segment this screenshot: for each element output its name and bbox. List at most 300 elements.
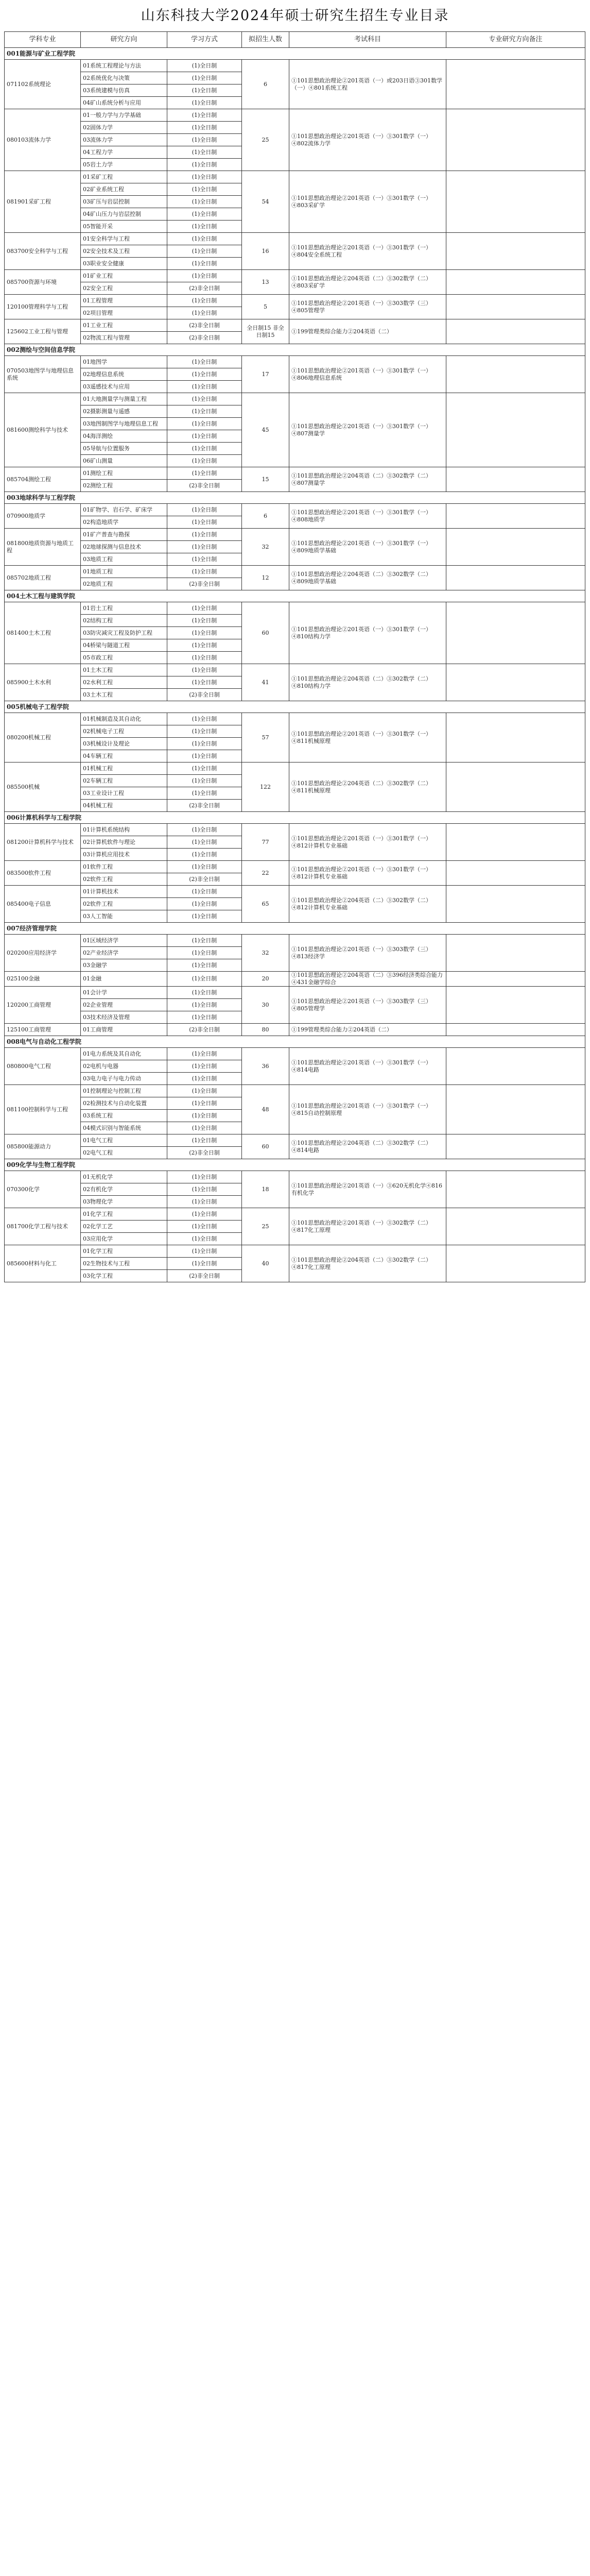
study-mode-cell: (1)全日制 — [167, 196, 242, 208]
direction-cell: 02项目管理 — [81, 307, 167, 319]
direction-cell: 05智能开采 — [81, 221, 167, 233]
study-mode-cell: (1)全日制 — [167, 959, 242, 972]
note-cell — [446, 935, 585, 972]
note-cell — [446, 1048, 585, 1085]
subjects-cell: ①101思想政治理论②204英语（二）③396经济类综合能力④431金融学综合 — [289, 972, 446, 987]
study-mode-cell: (1)全日制 — [167, 1011, 242, 1024]
study-mode-cell: (1)全日制 — [167, 750, 242, 762]
study-mode-cell: (1)全日制 — [167, 676, 242, 689]
study-mode-cell: (1)全日制 — [167, 1097, 242, 1110]
study-mode-cell: (1)全日制 — [167, 516, 242, 529]
major-cell: 085500机械 — [5, 762, 81, 812]
major-cell: 081100控制科学与工程 — [5, 1085, 81, 1134]
direction-cell: 03物理化学 — [81, 1196, 167, 1208]
note-cell — [446, 393, 585, 467]
study-mode-cell: (1)全日制 — [167, 356, 242, 368]
table-row — [5, 972, 585, 987]
study-mode-cell: (1)全日制 — [167, 1196, 242, 1208]
direction-cell: 03流体力学 — [81, 134, 167, 146]
count-cell: 54 — [242, 171, 289, 233]
direction-cell: 06矿山测量 — [81, 455, 167, 467]
section-title: 003地球科学与工程学院 — [5, 492, 585, 504]
study-mode-cell: (1)全日制 — [167, 418, 242, 430]
table-row — [5, 987, 585, 999]
table-row — [5, 824, 585, 836]
direction-cell: 01测绘工程 — [81, 467, 167, 480]
direction-cell: 02系统优化与决策 — [81, 72, 167, 84]
note-cell — [446, 566, 585, 590]
section-row — [5, 1036, 585, 1048]
direction-cell: 02计算机软件与理论 — [81, 836, 167, 849]
study-mode-cell: (2)非全日制 — [167, 332, 242, 344]
direction-cell: 05市政工程 — [81, 652, 167, 664]
study-mode-cell: (1)全日制 — [167, 615, 242, 627]
table-row — [5, 1048, 585, 1060]
table-row — [5, 566, 585, 578]
study-mode-cell: (1)全日制 — [167, 72, 242, 84]
direction-cell: 03应用化学 — [81, 1233, 167, 1245]
subjects-cell: ①101思想政治理论②201英语（一）③303数学（三）④805管理学 — [289, 295, 446, 319]
count-cell: 25 — [242, 1208, 289, 1245]
study-mode-cell: (1)全日制 — [167, 947, 242, 959]
study-mode-cell: (1)全日制 — [167, 159, 242, 171]
direction-cell: 01软件工程 — [81, 861, 167, 873]
count-cell: 13 — [242, 270, 289, 295]
note-cell — [446, 319, 585, 344]
subjects-cell: ①101思想政治理论②201英语（一）③301数学（一）④806地理信息系统 — [289, 356, 446, 393]
direction-cell: 01安全科学与工程 — [81, 233, 167, 245]
note-cell — [446, 356, 585, 393]
direction-cell: 02电气工程 — [81, 1147, 167, 1159]
count-cell: 41 — [242, 664, 289, 701]
table-row — [5, 270, 585, 282]
direction-cell: 01控制理论与控制工程 — [81, 1085, 167, 1097]
major-cell: 080200机械工程 — [5, 713, 81, 762]
study-mode-cell: (1)全日制 — [167, 553, 242, 566]
direction-cell: 03系统工程 — [81, 1110, 167, 1122]
section-row — [5, 344, 585, 356]
subjects-cell: ①101思想政治理论②201英语（一）③301数学（一）④811机械原理 — [289, 713, 446, 762]
major-cell: 081901采矿工程 — [5, 171, 81, 233]
direction-cell: 01会计学 — [81, 987, 167, 999]
section-title: 002测绘与空间信息学院 — [5, 344, 585, 356]
subjects-cell: ①101思想政治理论②201英语（一）或203日语③301数学（一）④801系统工程 — [289, 60, 446, 109]
direction-cell: 02结构工程 — [81, 615, 167, 627]
major-cell: 081700化学工程与技术 — [5, 1208, 81, 1245]
study-mode-cell: (1)全日制 — [167, 258, 242, 270]
table-row — [5, 886, 585, 898]
subjects-cell: ①101思想政治理论②204英语（二）③302数学（二）④812计算机专业基础 — [289, 886, 446, 923]
count-cell: 25 — [242, 109, 289, 171]
note-cell — [446, 60, 585, 109]
direction-cell: 03化学工程 — [81, 1270, 167, 1282]
table-row — [5, 393, 585, 405]
major-cell: 081600测绘科学与技术 — [5, 393, 81, 467]
section-row — [5, 701, 585, 713]
header-row — [5, 32, 585, 48]
note-cell — [446, 602, 585, 664]
note-cell — [446, 1134, 585, 1159]
direction-cell: 01金融 — [81, 972, 167, 987]
count-cell: 45 — [242, 393, 289, 467]
section-row — [5, 923, 585, 935]
subjects-cell: ①101思想政治理论②201英语（一）③301数学（一）④808地质学 — [289, 504, 446, 529]
note-cell — [446, 861, 585, 886]
study-mode-cell: (1)全日制 — [167, 1208, 242, 1221]
study-mode-cell: (2)非全日制 — [167, 282, 242, 295]
subjects-cell: ①101思想政治理论②201英语（一）③303数学（三）④813经济学 — [289, 935, 446, 972]
direction-cell: 03防灾减灾工程及防护工程 — [81, 627, 167, 639]
major-cell: 085700资源与环境 — [5, 270, 81, 295]
note-cell — [446, 886, 585, 923]
direction-cell: 04矿山系统分析与应用 — [81, 97, 167, 109]
subjects-cell: ①101思想政治理论②201英语（一）③302数学（二）④817化工原理 — [289, 1208, 446, 1245]
study-mode-cell: (1)全日制 — [167, 1134, 242, 1147]
major-cell: 081200计算机科学与技术 — [5, 824, 81, 861]
direction-cell: 02安全工程 — [81, 282, 167, 295]
note-cell — [446, 295, 585, 319]
study-mode-cell: (1)全日制 — [167, 836, 242, 849]
major-cell: 085600材料与化工 — [5, 1245, 81, 1282]
page — [0, 0, 590, 1282]
note-cell — [446, 1085, 585, 1134]
direction-cell: 01矿物学、岩石学、矿床学 — [81, 504, 167, 516]
study-mode-cell: (1)全日制 — [167, 393, 242, 405]
table-row — [5, 171, 585, 183]
note-cell — [446, 504, 585, 529]
direction-cell: 01机械工程 — [81, 762, 167, 775]
direction-cell: 02固体力学 — [81, 122, 167, 134]
study-mode-cell: (2)非全日制 — [167, 578, 242, 590]
note-cell — [446, 987, 585, 1024]
major-cell: 025100金融 — [5, 972, 81, 987]
table-row — [5, 1134, 585, 1147]
study-mode-cell: (1)全日制 — [167, 233, 242, 245]
study-mode-cell: (2)非全日制 — [167, 1270, 242, 1282]
section-row — [5, 590, 585, 602]
direction-cell: 03矿压与岩层控制 — [81, 196, 167, 208]
note-cell — [446, 270, 585, 295]
study-mode-cell: (1)全日制 — [167, 1171, 242, 1183]
major-cell: 120100管理科学与工程 — [5, 295, 81, 319]
catalog-body — [5, 48, 585, 1282]
study-mode-cell: (1)全日制 — [167, 368, 242, 381]
count-cell: 20 — [242, 972, 289, 987]
table-row — [5, 713, 585, 725]
section-title: 009化学与生物工程学院 — [5, 1159, 585, 1171]
count-cell: 12 — [242, 566, 289, 590]
count-cell: 全日制15 非全日制15 — [242, 319, 289, 344]
table-row — [5, 356, 585, 368]
table-row — [5, 467, 585, 480]
note-cell — [446, 972, 585, 987]
direction-cell: 01机械制造及其自动化 — [81, 713, 167, 725]
major-cell: 020200应用经济学 — [5, 935, 81, 972]
direction-cell: 03人工智能 — [81, 910, 167, 923]
major-cell: 080103流体力学 — [5, 109, 81, 171]
direction-cell: 04工程力学 — [81, 146, 167, 159]
study-mode-cell: (1)全日制 — [167, 109, 242, 122]
subjects-cell: ①101思想政治理论②204英语（二）③302数学（二）④817化工原理 — [289, 1245, 446, 1282]
direction-cell: 03工业设计工程 — [81, 787, 167, 800]
direction-cell: 02物流工程与管理 — [81, 332, 167, 344]
study-mode-cell: (1)全日制 — [167, 1221, 242, 1233]
study-mode-cell: (1)全日制 — [167, 208, 242, 221]
study-mode-cell: (1)全日制 — [167, 1122, 242, 1134]
section-title: 001能源与矿业工程学院 — [5, 48, 585, 60]
direction-cell: 02检测技术与自动化装置 — [81, 1097, 167, 1110]
section-title: 008电气与自动化工程学院 — [5, 1036, 585, 1048]
study-mode-cell: (2)非全日制 — [167, 800, 242, 812]
study-mode-cell: (1)全日制 — [167, 566, 242, 578]
major-cell: 081400土木工程 — [5, 602, 81, 664]
table-row — [5, 504, 585, 516]
study-mode-cell: (1)全日制 — [167, 430, 242, 443]
direction-cell: 03技术经济及管理 — [81, 1011, 167, 1024]
direction-cell: 01无机化学 — [81, 1171, 167, 1183]
study-mode-cell: (1)全日制 — [167, 467, 242, 480]
table-row — [5, 1208, 585, 1221]
study-mode-cell: (1)全日制 — [167, 307, 242, 319]
study-mode-cell: (2)非全日制 — [167, 319, 242, 332]
direction-cell: 02矿业系统工程 — [81, 183, 167, 196]
study-mode-cell: (1)全日制 — [167, 935, 242, 947]
header-subjects: 考试科目 — [289, 32, 446, 48]
study-mode-cell: (1)全日制 — [167, 1245, 242, 1258]
major-cell: 085704测绘工程 — [5, 467, 81, 492]
header-major: 学科专业 — [5, 32, 81, 48]
direction-cell: 01地图学 — [81, 356, 167, 368]
study-mode-cell: (1)全日制 — [167, 541, 242, 553]
subjects-cell: ①101思想政治理论②201英语（一）③303数学（三）④805管理学 — [289, 987, 446, 1024]
direction-cell: 02化学工艺 — [81, 1221, 167, 1233]
direction-cell: 02地质工程 — [81, 578, 167, 590]
note-cell — [446, 664, 585, 701]
catalog-table — [4, 31, 585, 1282]
direction-cell: 01化学工程 — [81, 1245, 167, 1258]
direction-cell: 01计算机系统结构 — [81, 824, 167, 836]
table-row — [5, 664, 585, 676]
note-cell — [446, 824, 585, 861]
direction-cell: 02安全技术及工程 — [81, 245, 167, 258]
section-title: 005机械电子工程学院 — [5, 701, 585, 713]
header-study-mode: 学习方式 — [167, 32, 242, 48]
study-mode-cell: (1)全日制 — [167, 652, 242, 664]
study-mode-cell: (1)全日制 — [167, 455, 242, 467]
major-cell: 081800地质资源与地质工程 — [5, 529, 81, 566]
count-cell: 80 — [242, 1024, 289, 1036]
study-mode-cell: (1)全日制 — [167, 898, 242, 910]
table-row — [5, 295, 585, 307]
direction-cell: 03系统建模与仿真 — [81, 84, 167, 97]
direction-cell: 03职业安全健康 — [81, 258, 167, 270]
major-cell: 125100工商管理 — [5, 1024, 81, 1036]
direction-cell: 03金融学 — [81, 959, 167, 972]
direction-cell: 02产业经济学 — [81, 947, 167, 959]
study-mode-cell: (1)全日制 — [167, 886, 242, 898]
section-row — [5, 812, 585, 824]
count-cell: 77 — [242, 824, 289, 861]
study-mode-cell: (1)全日制 — [167, 529, 242, 541]
study-mode-cell: (1)全日制 — [167, 713, 242, 725]
study-mode-cell: (1)全日制 — [167, 405, 242, 418]
note-cell — [446, 762, 585, 812]
direction-cell: 02地理信息系统 — [81, 368, 167, 381]
direction-cell: 01电力系统及其自动化 — [81, 1048, 167, 1060]
count-cell: 6 — [242, 60, 289, 109]
count-cell: 60 — [242, 1134, 289, 1159]
table-row — [5, 109, 585, 122]
major-cell: 125602工业工程与管理 — [5, 319, 81, 344]
study-mode-cell: (1)全日制 — [167, 443, 242, 455]
direction-cell: 02机械电子工程 — [81, 725, 167, 738]
count-cell: 18 — [242, 1171, 289, 1208]
subjects-cell: ①101思想政治理论②201英语（一）③620无机化学④816有机化学 — [289, 1171, 446, 1208]
direction-cell: 01采矿工程 — [81, 171, 167, 183]
table-row — [5, 861, 585, 873]
direction-cell: 02软件工程 — [81, 873, 167, 886]
count-cell: 22 — [242, 861, 289, 886]
subjects-cell: ①101思想政治理论②204英语（二）③302数学（二）④807测量学 — [289, 467, 446, 492]
direction-cell: 03计算机应用技术 — [81, 849, 167, 861]
count-cell: 15 — [242, 467, 289, 492]
study-mode-cell: (1)全日制 — [167, 221, 242, 233]
direction-cell: 01电气工程 — [81, 1134, 167, 1147]
major-cell: 120200工商管理 — [5, 987, 81, 1024]
major-cell: 085800能源动力 — [5, 1134, 81, 1159]
table-row — [5, 1245, 585, 1258]
major-cell: 085900土木水利 — [5, 664, 81, 701]
count-cell: 17 — [242, 356, 289, 393]
subjects-cell: ①101思想政治理论②201英语（一）③301数学（一）④809地质学基础 — [289, 529, 446, 566]
direction-cell: 02电机与电器 — [81, 1060, 167, 1073]
direction-cell: 01地质工程 — [81, 566, 167, 578]
study-mode-cell: (1)全日制 — [167, 664, 242, 676]
direction-cell: 01矿业工程 — [81, 270, 167, 282]
count-cell: 16 — [242, 233, 289, 270]
subjects-cell: ①101思想政治理论②201英语（一）③301数学（一）④804安全系统工程 — [289, 233, 446, 270]
table-row — [5, 529, 585, 541]
study-mode-cell: (1)全日制 — [167, 1085, 242, 1097]
subjects-cell: ①101思想政治理论②201英语（一）③301数学（一）④812计算机专业基础 — [289, 824, 446, 861]
subjects-cell: ①101思想政治理论②201英语（一）③301数学（一）④802流体力学 — [289, 109, 446, 171]
direction-cell: 03遥感技术与应用 — [81, 381, 167, 393]
study-mode-cell: (1)全日制 — [167, 639, 242, 652]
study-mode-cell: (1)全日制 — [167, 1048, 242, 1060]
major-cell: 085400电子信息 — [5, 886, 81, 923]
direction-cell: 05岩土力学 — [81, 159, 167, 171]
count-cell: 48 — [242, 1085, 289, 1134]
note-cell — [446, 529, 585, 566]
count-cell: 57 — [242, 713, 289, 762]
direction-cell: 01大地测量学与测量工程 — [81, 393, 167, 405]
study-mode-cell: (1)全日制 — [167, 787, 242, 800]
section-row — [5, 48, 585, 60]
count-cell: 6 — [242, 504, 289, 529]
subjects-cell: ①101思想政治理论②201英语（一）③301数学（一）④807测量学 — [289, 393, 446, 467]
study-mode-cell: (1)全日制 — [167, 84, 242, 97]
direction-cell: 03土木工程 — [81, 689, 167, 701]
study-mode-cell: (1)全日制 — [167, 987, 242, 999]
count-cell: 65 — [242, 886, 289, 923]
subjects-cell: ①101思想政治理论②204英语（二）③302数学（二）④809地质学基础 — [289, 566, 446, 590]
direction-cell: 02水利工程 — [81, 676, 167, 689]
study-mode-cell: (1)全日制 — [167, 146, 242, 159]
study-mode-cell: (1)全日制 — [167, 627, 242, 639]
subjects-cell: ①101思想政治理论②204英语（二）③302数学（二）④814电路 — [289, 1134, 446, 1159]
direction-cell: 01系统工程理论与方法 — [81, 60, 167, 72]
subjects-cell: ①101思想政治理论②204英语（二）③302数学（二）④811机械原理 — [289, 762, 446, 812]
study-mode-cell: (1)全日制 — [167, 602, 242, 615]
direction-cell: 01化学工程 — [81, 1208, 167, 1221]
direction-cell: 01岩土工程 — [81, 602, 167, 615]
direction-cell: 04车辆工程 — [81, 750, 167, 762]
direction-cell: 01区域经济学 — [81, 935, 167, 947]
direction-cell: 01工程管理 — [81, 295, 167, 307]
direction-cell: 01计算机技术 — [81, 886, 167, 898]
direction-cell: 04模式识别与智能系统 — [81, 1122, 167, 1134]
note-cell — [446, 109, 585, 171]
major-cell: 070503地图学与地理信息系统 — [5, 356, 81, 393]
count-cell: 5 — [242, 295, 289, 319]
direction-cell: 02企业管理 — [81, 999, 167, 1011]
study-mode-cell: (1)全日制 — [167, 849, 242, 861]
study-mode-cell: (1)全日制 — [167, 97, 242, 109]
direction-cell: 05导航与位置服务 — [81, 443, 167, 455]
study-mode-cell: (1)全日制 — [167, 171, 242, 183]
study-mode-cell: (1)全日制 — [167, 1183, 242, 1196]
note-cell — [446, 1171, 585, 1208]
major-cell: 070900地质学 — [5, 504, 81, 529]
study-mode-cell: (1)全日制 — [167, 134, 242, 146]
table-row — [5, 1085, 585, 1097]
study-mode-cell: (1)全日制 — [167, 910, 242, 923]
subjects-cell: ①199管理类综合能力②204英语（二） — [289, 319, 446, 344]
study-mode-cell: (1)全日制 — [167, 738, 242, 750]
count-cell: 60 — [242, 602, 289, 664]
direction-cell: 02测绘工程 — [81, 480, 167, 492]
study-mode-cell: (1)全日制 — [167, 1233, 242, 1245]
table-row — [5, 1024, 585, 1036]
direction-cell: 02车辆工程 — [81, 775, 167, 787]
major-cell: 083700安全科学与工程 — [5, 233, 81, 270]
study-mode-cell: (1)全日制 — [167, 1110, 242, 1122]
subjects-cell: ①101思想政治理论②201英语（一）③301数学（一）④812计算机专业基础 — [289, 861, 446, 886]
study-mode-cell: (1)全日制 — [167, 122, 242, 134]
major-cell: 085702地质工程 — [5, 566, 81, 590]
direction-cell: 02有机化学 — [81, 1183, 167, 1196]
subjects-cell: ①101思想政治理论②201英语（一）③301数学（一）④814电路 — [289, 1048, 446, 1085]
study-mode-cell: (1)全日制 — [167, 972, 242, 987]
study-mode-cell: (1)全日制 — [167, 295, 242, 307]
table-row — [5, 60, 585, 72]
subjects-cell: ①101思想政治理论②201英语（一）③301数学（一）④810结构力学 — [289, 602, 446, 664]
study-mode-cell: (2)非全日制 — [167, 1147, 242, 1159]
note-cell — [446, 1245, 585, 1282]
study-mode-cell: (2)非全日制 — [167, 1024, 242, 1036]
study-mode-cell: (1)全日制 — [167, 1060, 242, 1073]
subjects-cell: ①101思想政治理论②204英语（二）③302数学（二）④810结构力学 — [289, 664, 446, 701]
study-mode-cell: (2)非全日制 — [167, 873, 242, 886]
major-cell: 083500软件工程 — [5, 861, 81, 886]
note-cell — [446, 171, 585, 233]
major-cell: 070300化学 — [5, 1171, 81, 1208]
study-mode-cell: (1)全日制 — [167, 504, 242, 516]
table-row — [5, 762, 585, 775]
header-direction: 研究方向 — [81, 32, 167, 48]
note-cell — [446, 467, 585, 492]
count-cell: 40 — [242, 1245, 289, 1282]
